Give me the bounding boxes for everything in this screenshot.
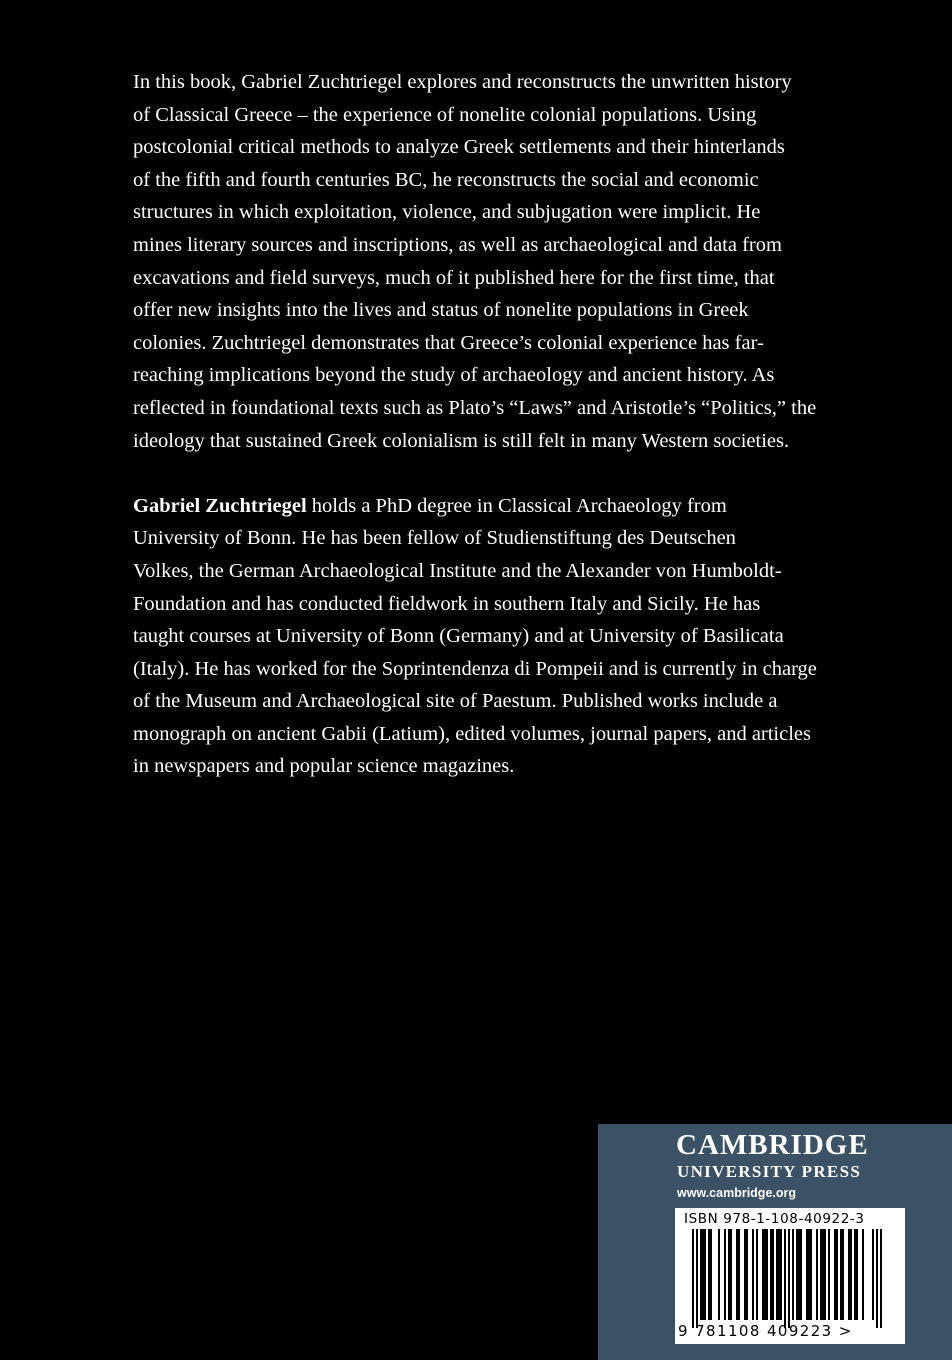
author-bio bbox=[133, 490, 823, 783]
barcode-bar bbox=[842, 1229, 844, 1320]
description-line: reaching implications beyond the study of archaeology and ancient history. As bbox=[133, 364, 775, 387]
barcode-bar bbox=[704, 1229, 706, 1320]
barcode-bar bbox=[766, 1229, 768, 1320]
barcode-bar bbox=[840, 1229, 842, 1320]
author-bio-first-line bbox=[133, 490, 823, 523]
barcode-bar bbox=[718, 1229, 720, 1320]
publisher-logo-name: CAMBRIDGE bbox=[676, 1129, 869, 1161]
barcode-bar bbox=[772, 1229, 774, 1320]
back-cover-text bbox=[133, 66, 823, 783]
barcode-bar bbox=[744, 1229, 746, 1320]
barcode-bar bbox=[880, 1229, 882, 1328]
description-line: ideology that sustained Greek colonialism is still felt in many Western societies. bbox=[133, 429, 790, 452]
barcode-bar bbox=[728, 1229, 730, 1320]
barcode-bar bbox=[834, 1229, 836, 1320]
barcode-bar bbox=[828, 1229, 830, 1320]
barcode-bar bbox=[872, 1229, 874, 1320]
barcode-bar bbox=[752, 1229, 754, 1320]
description-line: postcolonial critical methods to analyze Greek settlements and their hinterlands bbox=[133, 136, 785, 159]
author-bio-line: monograph on ancient Gabii (Latium), edited volumes, journal papers, and articles bbox=[133, 722, 812, 745]
author-bio-line: (Italy). He has worked for the Soprintendenza di Pompeii and is currently in charge bbox=[133, 657, 817, 680]
barcode-bar bbox=[822, 1229, 824, 1320]
barcode-bar bbox=[850, 1229, 852, 1320]
description-line: excavations and field surveys, much of it published here for the first time, that bbox=[133, 266, 775, 289]
publisher-logo-subtitle: UNIVERSITY PRESS bbox=[677, 1162, 862, 1181]
description-line: mines literary sources and inscriptions, as well as archaeological and data from bbox=[133, 233, 782, 256]
barcode-bar bbox=[746, 1229, 748, 1320]
paragraph-gap bbox=[133, 457, 823, 490]
barcode-bar bbox=[692, 1229, 694, 1328]
barcode-bar bbox=[848, 1229, 850, 1320]
barcode-bar bbox=[756, 1229, 758, 1320]
barcode-bar bbox=[700, 1229, 702, 1320]
barcode-bar bbox=[764, 1229, 766, 1320]
barcode-bar bbox=[730, 1229, 732, 1320]
description-line: structures in which exploitation, violence, and subjugation were implicit. He bbox=[133, 201, 761, 224]
barcode-bar bbox=[770, 1229, 772, 1320]
author-bio-first-line-rest: holds a PhD degree in Classical Archaeology from bbox=[306, 494, 727, 517]
author-bio-line: Foundation and has conducted fieldwork in southern Italy and Sicily. He has bbox=[133, 592, 761, 615]
barcode-bar bbox=[856, 1229, 858, 1320]
barcode-bar bbox=[788, 1229, 790, 1328]
publisher-panel bbox=[598, 1124, 952, 1360]
barcode-bar bbox=[736, 1229, 738, 1320]
isbn-label: ISBN 978-1-108-40922-3 bbox=[684, 1211, 865, 1227]
barcode-bar bbox=[806, 1229, 808, 1320]
barcode-bar bbox=[796, 1229, 798, 1320]
isbn-barcode bbox=[675, 1208, 905, 1344]
barcode-bar bbox=[798, 1229, 800, 1320]
barcode-bar bbox=[780, 1229, 782, 1320]
barcode-bar bbox=[854, 1229, 856, 1320]
barcode-bar bbox=[820, 1229, 822, 1320]
author-bio-line: taught courses at University of Bonn (Germany) and at University of Basilicata bbox=[133, 625, 784, 648]
barcode-bar bbox=[810, 1229, 812, 1320]
barcode-bar bbox=[762, 1229, 764, 1320]
author-name: Gabriel Zuchtriegel bbox=[133, 494, 307, 517]
barcode-bar bbox=[708, 1229, 710, 1320]
barcode-bar bbox=[724, 1229, 726, 1320]
barcode-bar bbox=[702, 1229, 704, 1320]
barcode-bar bbox=[710, 1229, 712, 1320]
author-bio-line: in newspapers and popular science magazines. bbox=[133, 755, 515, 778]
barcode-bar bbox=[776, 1229, 778, 1320]
description-line: of the fifth and fourth centuries BC, he reconstructs the social and economic bbox=[133, 168, 759, 191]
barcode-bar bbox=[808, 1229, 810, 1320]
barcode-bar bbox=[784, 1229, 786, 1328]
description-line: offer new insights into the lives and status of nonelite populations in Greek bbox=[133, 299, 749, 322]
description-line: reflected in foundational texts such as Plato’s “Laws” and Aristotle’s “Politics,” the bbox=[133, 396, 817, 419]
barcode-digits: 9 781108 409223 > bbox=[678, 1322, 853, 1340]
barcode-bar bbox=[816, 1229, 818, 1320]
author-bio-line: University of Bonn. He has been fellow of Studienstiftung des Deutschen bbox=[133, 527, 736, 550]
description-line: colonies. Zuchtriegel demonstrates that Greece’s colonial experience has far- bbox=[133, 331, 764, 354]
barcode-bar bbox=[738, 1229, 740, 1320]
author-bio-line: Volkes, the German Archaeological Institute and the Alexander von Humboldt- bbox=[133, 559, 782, 582]
barcode-bar bbox=[824, 1229, 826, 1320]
barcode-bar bbox=[800, 1229, 802, 1320]
barcode-bar bbox=[696, 1229, 698, 1328]
barcode-bar bbox=[876, 1229, 878, 1328]
author-bio-line: of the Museum and Archaeological site of Paestum. Published works include a bbox=[133, 690, 778, 713]
barcode-bar bbox=[836, 1229, 838, 1320]
barcode-bar bbox=[778, 1229, 780, 1320]
book-description bbox=[133, 66, 823, 457]
barcode-bar bbox=[862, 1229, 864, 1320]
publisher-url: www.cambridge.org bbox=[677, 1186, 797, 1200]
description-line: of Classical Greece – the experience of nonelite colonial populations. Using bbox=[133, 103, 757, 126]
description-line: In this book, Gabriel Zuchtriegel explores and reconstructs the unwritten history bbox=[133, 71, 792, 93]
barcode-bar bbox=[792, 1229, 794, 1320]
